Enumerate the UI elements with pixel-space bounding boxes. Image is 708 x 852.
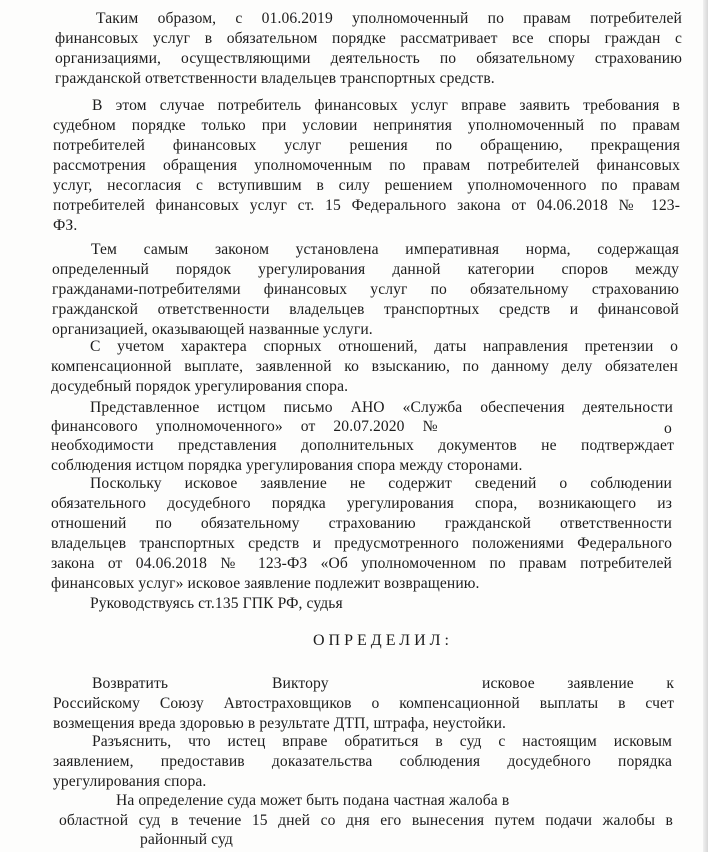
paragraph-5-line-2: финансового уполномоченного» от 20.07.2020 № [51, 418, 438, 435]
paragraph-2-line-1: В этом случае потребитель финансовых услуг вправе заявить требования в [92, 97, 680, 114]
paragraph-7-line-1: Руководствуясь ст.135 ГПК РФ, судья [90, 595, 343, 612]
paragraph-6-line-4: владельцев транспортных средств и предусмотренного положениями Федерального [51, 535, 672, 552]
paragraph-2-line-4: рассмотрения обращения уполномоченным по правам потребителей финансовых [53, 157, 680, 174]
paragraph-2-line-2: судебном порядке только при условии непринятия уполномоченный по правам [53, 117, 680, 134]
paragraph-5-line-2-end: о [664, 420, 672, 437]
paragraph-6-line-5: закона от 04.06.2018 № 123-ФЗ «Об уполномоченном по правам потребителей [51, 555, 672, 572]
paragraph-2-line-6: потребителей финансовых услуг ст. 15 Федерального закона от 04.06.2018 № 123- [53, 197, 680, 214]
appeal-line-1: На определение суда может быть подана частная жалоба в [116, 792, 510, 809]
paragraph-3-line-3: гражданами-потребителями финансовых услуг по обязательному страхованию [52, 281, 679, 298]
ruling-line-1-verb: Возвратить [92, 675, 169, 692]
paragraph-1-line-2: финансовых услуг в обязательном порядке рассматривает все споры граждан с [55, 30, 682, 47]
explanation-line-1: Разъяснить, что истец вправе обратиться в суд с настоящим исковым [92, 733, 672, 750]
ruling-heading: ОПРЕДЕЛИЛ: [313, 632, 453, 649]
explanation-line-2: заявлением, предоставив доказательства соблюдения досудебного порядка [53, 753, 672, 770]
ruling-line-3: возмещения вреда здоровью в результате ДТП, штрафа, неустойки. [53, 715, 507, 732]
paragraph-6-line-3: отношений по обязательному страхованию гражданской ответственности [51, 515, 672, 532]
paragraph-5-line-3: необходимости представления дополнительных документов не подтверждает [51, 437, 674, 454]
appeal-line-3: районный суд [140, 831, 233, 848]
paragraph-6-line-1: Поскольку исковое заявление не содержит сведений о соблюдении [90, 475, 672, 492]
page-edge-shadow [703, 0, 708, 852]
paragraph-1-line-3: организациями, осуществляющими деятельность по обязательному страхованию [55, 50, 682, 67]
paragraph-6-line-2: обязательного досудебного порядка урегулирования спора, возникающего из [51, 495, 672, 512]
paragraph-1-line-4: гражданской ответственности владельцев транспортных средств. [55, 70, 495, 87]
paragraph-2-line-3: потребителей финансовых услуг решения по обращению, прекращения [53, 137, 680, 154]
paragraph-3-line-2: определенный порядок урегулирования данной категории споров между [52, 261, 679, 278]
ruling-line-1-name: Виктору [272, 675, 329, 692]
paragraph-4-line-3: досудебный порядок урегулирования спора. [51, 378, 349, 395]
paragraph-3-line-5: организацией, оказывающей названные услуги. [52, 321, 373, 338]
appeal-line-2: областной суд в течение 15 дней со дня его вынесения путем подачи жалобы в [59, 812, 673, 829]
ruling-line-1-end: исковое заявление к [482, 675, 674, 692]
paragraph-2-line-7: ФЗ. [53, 217, 78, 234]
paragraph-4-line-1: С учетом характера спорных отношений, даты направления претензии о [90, 338, 678, 355]
paragraph-1-line-1: Таким образом, с 01.06.2019 уполномоченный по правам потребителей [96, 10, 682, 27]
paragraph-4-line-2: компенсационной выплате, заявленной ко взысканию, по данному делу обязателен [51, 358, 678, 375]
explanation-line-3: урегулирования спора. [53, 773, 207, 790]
ruling-line-2: Российскому Союзу Автостраховщиков о компенсационной выплаты в счет [53, 695, 674, 712]
paragraph-2-line-5: услуг, несогласия с вступившим в силу решением уполномоченного по правам [53, 177, 680, 194]
paragraph-3-line-4: гражданской ответственности владельцев транспортных средств и финансовой [52, 301, 679, 318]
paragraph-6-line-6: финансовых услуг» исковое заявление подлежит возвращению. [51, 575, 480, 592]
paragraph-3-line-1: Тем самым законом установлена императивная норма, содержащая [91, 241, 679, 258]
paragraph-5-line-1: Представленное истцом письмо АНО «Служба обеспечения деятельности [90, 399, 673, 416]
paragraph-5-line-4: соблюдения истцом порядка урегулирования спора между сторонами. [51, 457, 523, 474]
